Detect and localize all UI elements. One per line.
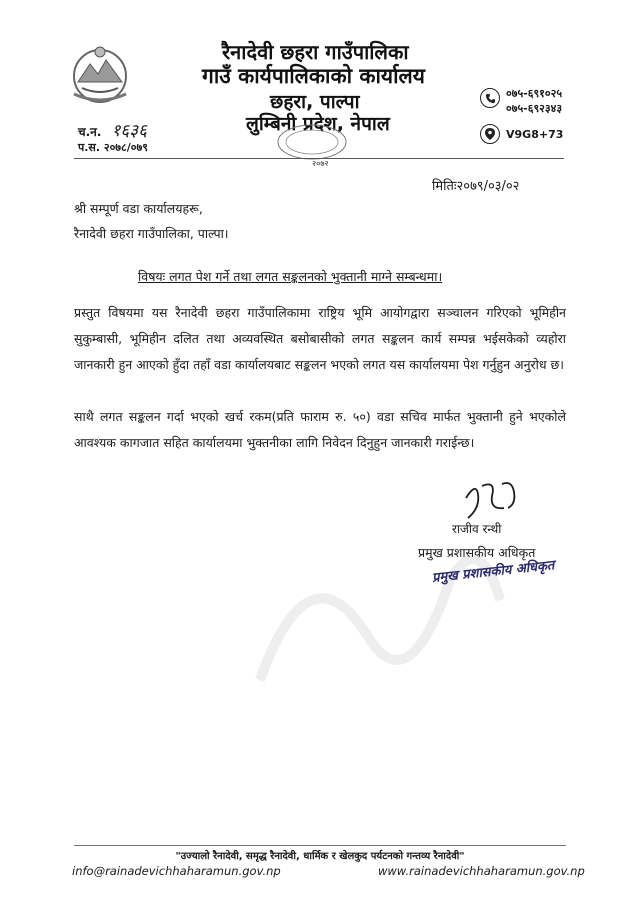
phone-icon — [480, 88, 500, 108]
dispatch-number-label: च.न. — [78, 125, 102, 139]
header-province: लुम्बिनी प्रदेश, नेपाल — [246, 113, 390, 135]
location-pin-icon — [480, 124, 500, 144]
footer-divider — [74, 845, 566, 846]
header-municipality-name: रैनादेवी छहरा गाउँपालिका — [222, 40, 409, 64]
phone-number-2: ०७५-६९२३४३ — [506, 102, 563, 115]
addressee-line-2: रैनादेवी छहरा गाउँपालिका, पाल्पा। — [74, 226, 229, 241]
signatory-stamp: प्रमुख प्रशासकीय अधिकृत — [431, 558, 556, 586]
header-office-name: गाउँ कार्यपालिकाको कार्यालय — [202, 64, 425, 88]
header-divider — [74, 158, 564, 159]
letter-date: मितिः२०७९/०३/०२ — [432, 179, 520, 194]
plus-code: V9G8+73 — [506, 128, 564, 141]
footer-email[interactable]: info@rainadevichhaharamun.gov.np — [72, 864, 281, 878]
footer-slogan: "उज्यालो रैनादेवी, समृद्ध रैनादेवी, धार्मिक र खेलकुद पर्यटनको गन्तव्य रैनादेवी" — [175, 851, 465, 862]
government-emblem-icon — [68, 42, 132, 106]
addressee-line-1: श्री सम्पूर्ण वडा कार्यालयहरू, — [74, 201, 203, 216]
dispatch-number-value: १६३६ — [111, 121, 147, 141]
dispatch-number — [78, 118, 147, 141]
signatory-title: प्रमुख प्रशासकीय अधिकृत — [418, 545, 536, 560]
stamp-number: २०७२ — [312, 159, 329, 168]
header-address: छहरा, पाल्पा — [270, 91, 360, 113]
fiscal-year: प.स. २०७८/०७९ — [78, 141, 148, 154]
letter-subject: विषयः लगत पेश गर्ने तथा लगत सङ्कलनको भुक्तानी माग्ने सम्बन्धमा। — [138, 269, 443, 284]
phone-number-1: ०७५-६९१०२५ — [506, 87, 563, 100]
body-paragraph-2: साथै लगत सङ्कलन गर्दा भएको खर्च रकम(प्रति फाराम रु. ५०) वडा सचिव मार्फत भुक्तानी हुने भएकोले आवश्यक कागजात सहित कार्यालयमा भुक्तनीका लागि निवेदन दिनुहुन जानकारी गराईन्छ। — [74, 409, 566, 450]
body-paragraph-1: प्रस्तुत विषयमा यस रैनादेवी छहरा गाउँपालिकामा राष्ट्रिय भूमि आयोगद्वारा सञ्चालन गरिएको भूमिहीन सुकुम्बासी, भूमिहीन दलित तथा अव्यवस्थित बसोबासीको लगत सङ्कलन कार्य सम्पन्न भईसकेको व्यहोरा जानकारी हुन आएको हुँदा तहाँ वडा कार्यालयबाट सङ्कलन भएको लगत यस कार्यालयमा पेश गर्नुहुन अनुरोध छ। — [74, 305, 566, 372]
signatory-name: राजीव रन्थी — [452, 522, 502, 536]
footer-website[interactable]: www.rainadevichhaharamun.gov.np — [378, 864, 585, 878]
office-stamp-icon — [272, 120, 352, 160]
